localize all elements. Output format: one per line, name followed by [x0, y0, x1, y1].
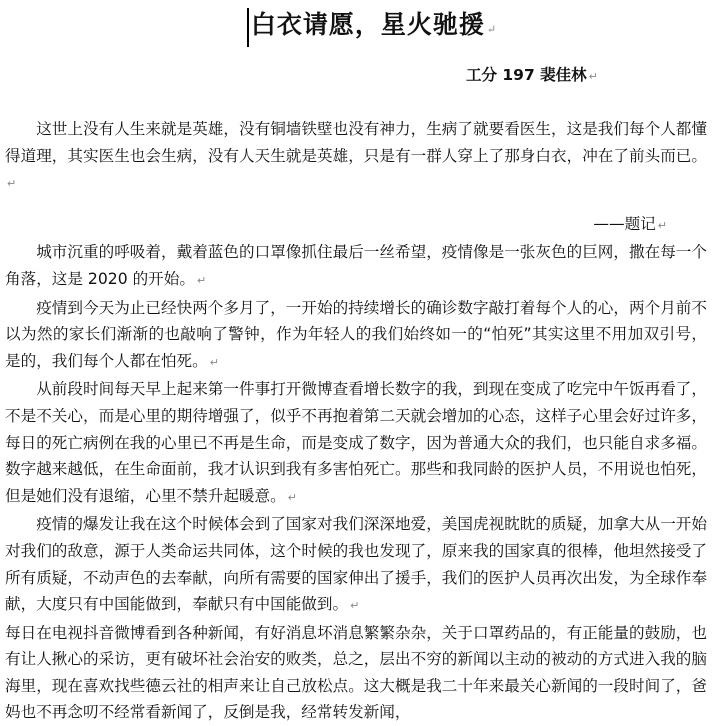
title-row — [0, 8, 712, 44]
author-line: 工分 197 裴佳林 ↵ — [466, 66, 598, 84]
paragraph-mark-icon: ↵ — [588, 70, 598, 83]
paragraph-mark-icon: ↵ — [7, 177, 17, 191]
document-title: 白衣请愿，星火驰援 ↵ — [247, 8, 497, 47]
body-paragraph: 疫情的爆发让我在这个时候体会到了国家对我们深深地爱，美国虎视眈眈的质疑，加拿大从一开始对我们的敌意，源于人类命运共同体，这个时候的我也发现了，原来我的国家真的很棒，他坦然接受了所有质疑，不动声色的去奉献，向所有需要的国家伸出了援手，我们的医护人员再次出发，为全球作奉献，大度只有中国能做到，奉献只有中国能做到。 ↵ — [5, 515, 707, 614]
epigraph-signature: ——题记 ↵ — [593, 214, 667, 233]
document-body — [5, 116, 707, 726]
paragraph-mark-icon: ↵ — [287, 490, 297, 504]
body-paragraph: 疫情到今天为止已经快两个多月了，一开始的持续增长的确诊数字敲打着每个人的心，两个月前不以为然的家长们渐渐的也敲响了警钟，作为年轻人的我们始终如一的“怕死”其实这里不用加双引号，是的，我们每个人都在怕死。 ↵ — [5, 298, 707, 370]
body-paragraph: 每日在电视抖音微博看到各种新闻，有好消息坏消息繁繁杂杂，关于口罩药品的，有正能量的鼓励，也有让人揪心的采访，更有破坏社会治安的败类，总之，层出不穷的新闻以主动的被动的方式进入我的脑海里，现在喜欢找些德云社的相声来让自己放松点。这大概是我二十年来最关心新闻的一段时间了，爸妈也不再念叨不经常看新闻了，反倒是我，经常转发新闻， — [5, 623, 707, 722]
body-paragraph: 城市沉重的呼吸着，戴着蓝色的口罩像抓住最后一丝希望，疫情像是一张灰色的巨网，撒在每一个角落，这是 2020 的开始。 ↵ — [5, 243, 707, 288]
paragraph-mark-icon: ↵ — [209, 355, 219, 369]
epigraph-paragraph: 这世上没有人生来就是英雄，没有铜墙铁壁也没有神力，生病了就要看医生，这是我们每个人都懂得道理，其实医生也会生病，没有人天生就是英雄，只是有一群人穿上了那身白衣，冲在了前头而已。↵ — [5, 120, 707, 191]
body-paragraph: 从前段时间每天早上起来第一件事打开微博查看增长数字的我，到现在变成了吃完中午饭再看了，不是不关心，而是心里的期待增强了，似乎不再抱着第二天就会增加的心态，这样子心里会好过许多，每日的死亡病例在我的心里已不再是生命，而是变成了数字，因为普通大众的我们，也只能自求多福。数字越来越低，在生命面前，我才认识到我有多害怕死亡。那些和我同龄的医护人员，不用说也怕死，但是她们没有退缩，心里不禁升起暖意。 ↵ — [5, 380, 707, 505]
paragraph-mark-icon: ↵ — [350, 599, 360, 613]
paragraph-mark-icon: ↵ — [486, 23, 498, 36]
paragraph-mark-icon: ↵ — [657, 218, 667, 232]
paragraph-mark-icon: ↵ — [196, 273, 207, 287]
